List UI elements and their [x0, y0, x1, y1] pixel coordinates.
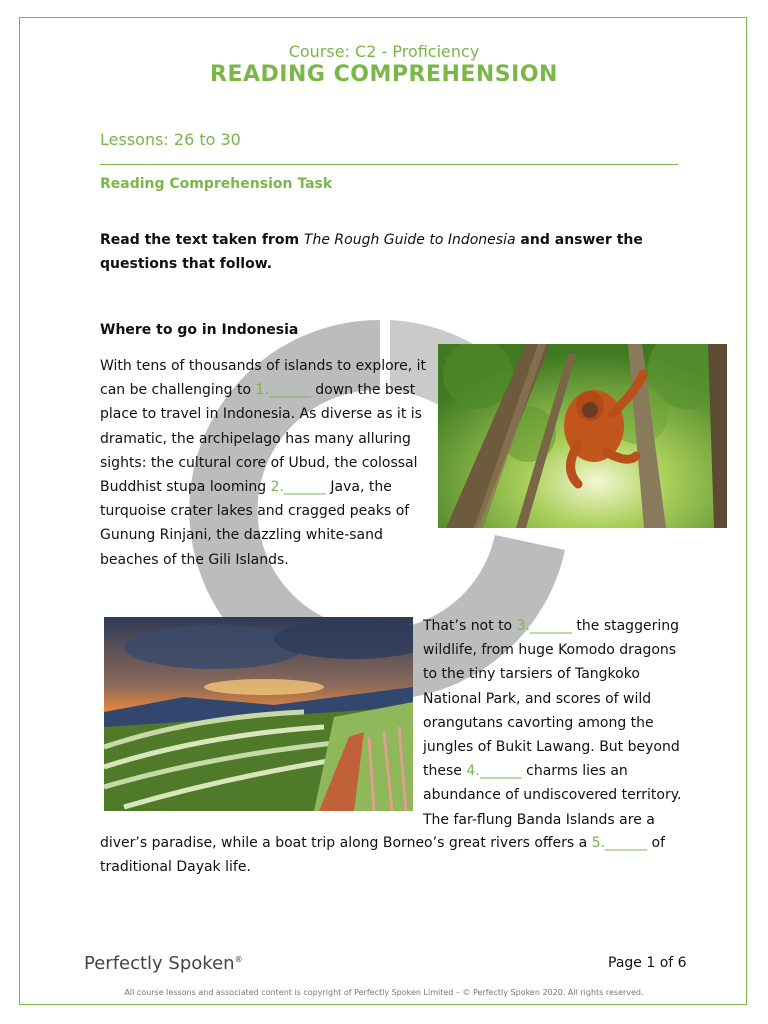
page-title: READING COMPREHENSION [210, 62, 558, 87]
paragraph-1 [100, 354, 432, 572]
registered-mark: ® [234, 955, 243, 964]
header-divider [100, 164, 678, 165]
instruction-source: The Rough Guide to Indonesia [303, 232, 516, 248]
paragraph-3 [100, 831, 690, 879]
brand-logo [84, 953, 243, 974]
course-subtitle: Course: C2 - Proficiency [288, 42, 480, 61]
gap-1: 1.______ [255, 382, 311, 399]
paragraph-text: charms lies an abundance of undiscovered territory. The far-flung Banda Islands are a [423, 763, 682, 828]
instruction-after: and answer the questions that follow. [100, 232, 643, 272]
instruction-before: Read the text taken from [100, 232, 304, 248]
paragraph-text: That’s not to [423, 618, 517, 634]
paragraph-text: diver’s paradise, while a boat trip along Borneo’s great rivers offers a [100, 835, 592, 851]
paragraph-text: down the best place to travel in Indonesia. As diverse as it is dramatic, the archipelago has many alluring sights: the cultural core of Ubud, the colossal Buddhist stupa looming [100, 382, 422, 496]
paragraph-text: With tens of thousands of islands to explore, it can be challenging to [100, 358, 427, 399]
rice-terrace-photo [104, 617, 413, 811]
section-title: Where to go in Indonesia [100, 322, 299, 338]
brand-logo-text: Perfectly Spoken [84, 953, 235, 974]
gap-5: 5.______ [591, 835, 648, 851]
gap-3: 3.______ [516, 618, 572, 634]
lessons-range: Lessons: 26 to 30 [100, 130, 241, 149]
page-number: Page 1 of 6 [608, 955, 687, 971]
gap-2: 2.______ [270, 479, 326, 496]
orangutan-photo [438, 344, 727, 528]
instruction-text [100, 228, 680, 276]
paragraph-text: of traditional Dayak life. [100, 835, 665, 876]
paragraph-2 [423, 614, 683, 832]
task-title: Reading Comprehension Task [100, 176, 333, 192]
paragraph-text: Java, the turquoise crater lakes and cragged peaks of Gunung Rinjani, the dazzling white-sand beaches of the Gili Islands. [100, 479, 410, 568]
paragraph-text: the staggering wildlife, from huge Komodo dragons to the tiny tarsiers of Tangkoko National Park, and scores of wild orangutans cavorting among the jungles of Bukit Lawang. But beyond these [423, 618, 680, 780]
copyright-notice: All course lessons and associated content is copyright of Perfectly Spoken Limited – © Perfectly Spoken 2020. All rights reserved. [124, 988, 644, 997]
gap-4: 4.______ [466, 763, 522, 780]
